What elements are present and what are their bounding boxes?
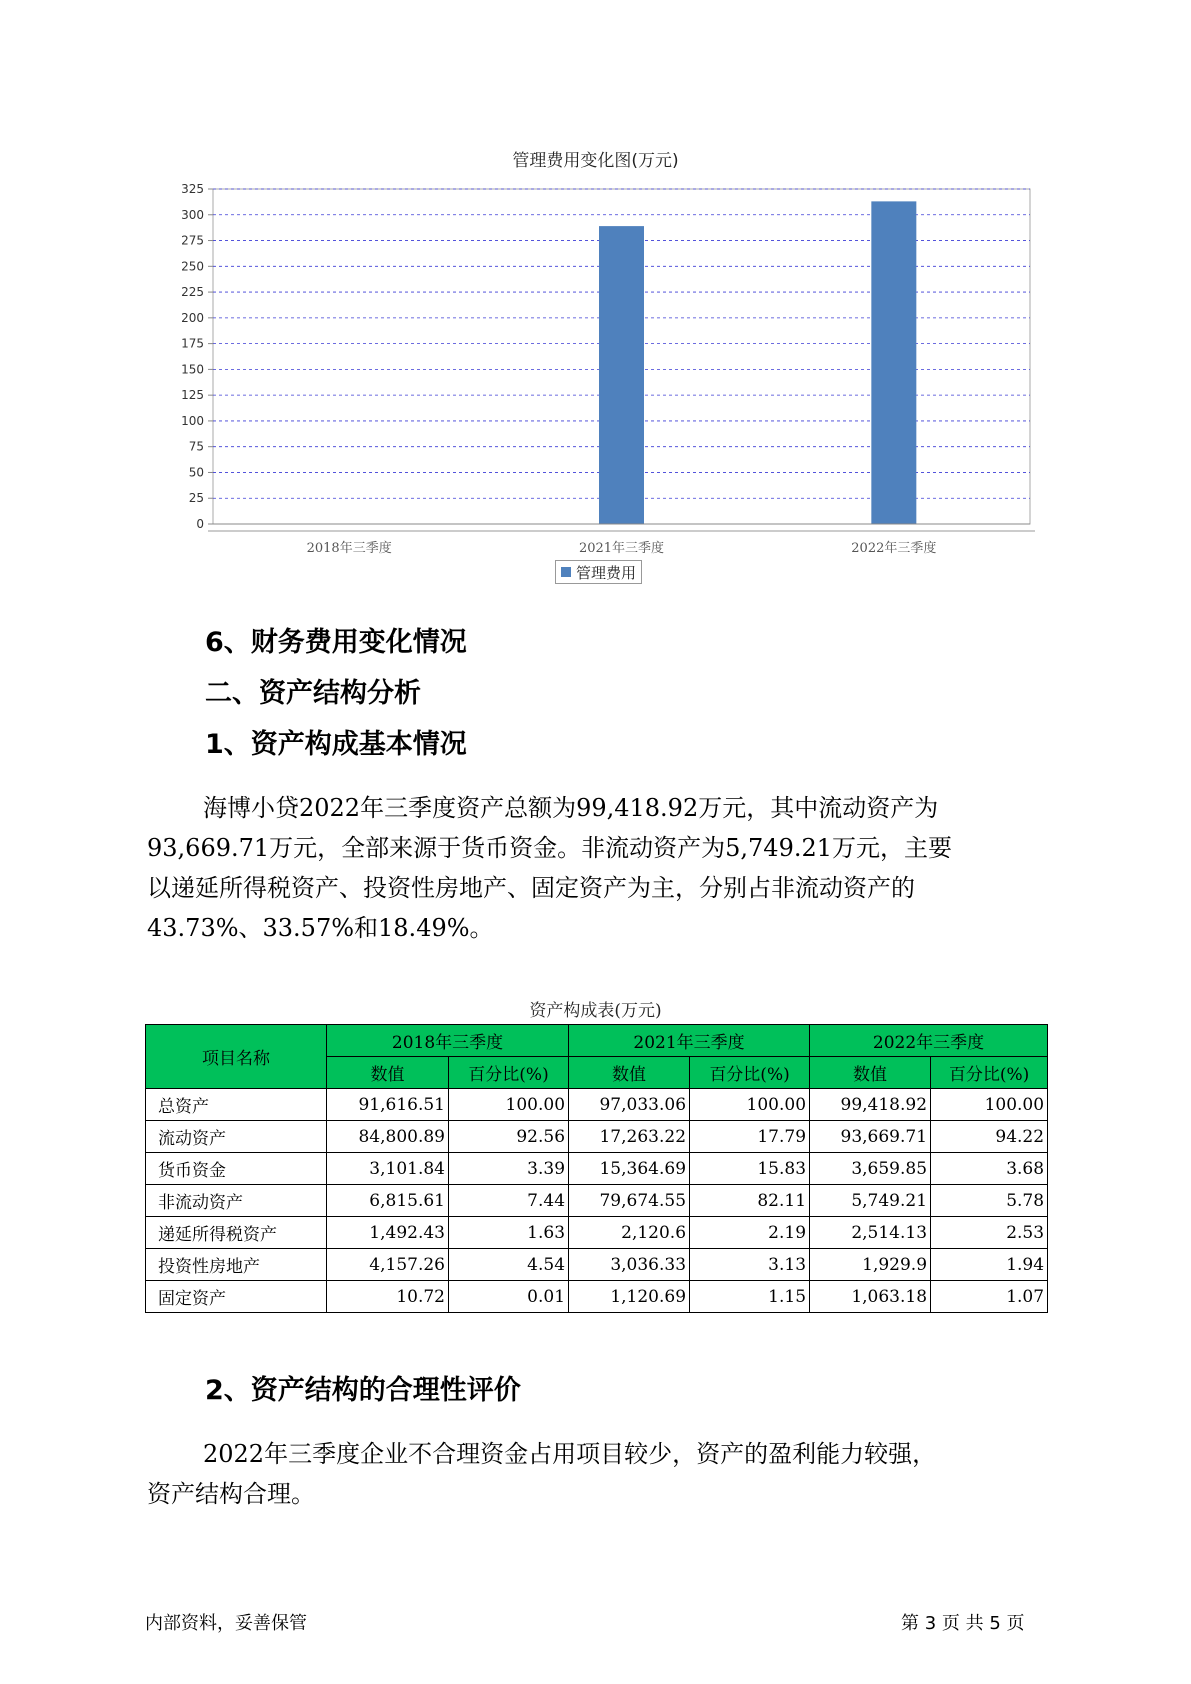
row-label: 货币资金	[146, 1153, 327, 1185]
cell-value: 6,815.61	[327, 1185, 449, 1217]
cell-value: 1,492.43	[327, 1217, 449, 1249]
cell-percent: 1.15	[690, 1281, 810, 1313]
x-tick-label: 2022年三季度	[851, 541, 937, 556]
cell-value: 15,364.69	[569, 1153, 690, 1185]
cell-value: 99,418.92	[810, 1089, 931, 1121]
header-item-name: 项目名称	[146, 1025, 327, 1089]
table-row	[146, 1089, 1048, 1121]
cell-percent: 82.11	[690, 1185, 810, 1217]
heading-asset-structure: 二、资产结构分析	[205, 678, 421, 709]
cell-percent: 5.78	[931, 1185, 1048, 1217]
cell-value: 79,674.55	[569, 1185, 690, 1217]
chart-legend	[555, 560, 642, 584]
cell-value: 2,120.6	[569, 1217, 690, 1249]
cell-value: 97,033.06	[569, 1089, 690, 1121]
chart-x-axis	[208, 524, 1035, 556]
table-row	[146, 1153, 1048, 1185]
paragraph-line: 43.73%、33.57%和18.49%。	[147, 914, 494, 942]
cell-value: 17,263.22	[569, 1121, 690, 1153]
cell-percent: 17.79	[690, 1121, 810, 1153]
y-tick-label: 150	[181, 362, 204, 377]
table-row	[146, 1121, 1048, 1153]
paragraph-line: 2022年三季度企业不合理资金占用项目较少，资产的盈利能力较强，	[203, 1440, 937, 1468]
header-period: 2018年三季度	[327, 1025, 569, 1057]
y-tick-label: 225	[181, 285, 204, 300]
row-label: 非流动资产	[146, 1185, 327, 1217]
cell-value: 3,659.85	[810, 1153, 931, 1185]
cell-percent: 7.44	[449, 1185, 569, 1217]
cell-percent: 92.56	[449, 1121, 569, 1153]
paragraph-asset-evaluation	[147, 1434, 1047, 1514]
cell-percent: 15.83	[690, 1153, 810, 1185]
y-tick-label: 0	[196, 517, 204, 531]
legend-swatch	[561, 567, 571, 577]
header-percent: 百分比(%)	[690, 1057, 810, 1089]
table-title: 资产构成表(万元)	[529, 1001, 662, 1021]
cell-percent: 4.54	[449, 1249, 569, 1281]
heading-finance-expense: 6、财务费用变化情况	[205, 627, 467, 658]
asset-composition-table	[145, 1024, 1048, 1313]
cell-percent: 100.00	[449, 1089, 569, 1121]
paragraph-line: 93,669.71万元，全部来源于货币资金。非流动资产为5,749.21万元，主要	[147, 834, 953, 862]
header-period: 2022年三季度	[810, 1025, 1048, 1057]
cell-value: 1,120.69	[569, 1281, 690, 1313]
cell-percent: 1.63	[449, 1217, 569, 1249]
y-tick-label: 125	[181, 388, 204, 403]
footer-page-number: 第 3 页 共 5 页	[901, 1613, 1025, 1634]
table-row	[146, 1281, 1048, 1313]
cell-value: 3,036.33	[569, 1249, 690, 1281]
cell-value: 4,157.26	[327, 1249, 449, 1281]
cell-percent: 94.22	[931, 1121, 1048, 1153]
cell-value: 93,669.71	[810, 1121, 931, 1153]
cell-percent: 0.01	[449, 1281, 569, 1313]
bar	[871, 201, 916, 524]
cell-percent: 2.53	[931, 1217, 1048, 1249]
y-tick-label: 250	[181, 259, 204, 274]
cell-percent: 1.07	[931, 1281, 1048, 1313]
cell-value: 5,749.21	[810, 1185, 931, 1217]
y-tick-label: 100	[181, 413, 204, 428]
y-tick-label: 175	[181, 336, 204, 351]
cell-value: 2,514.13	[810, 1217, 931, 1249]
chart-y-axis	[181, 182, 213, 531]
paragraph-asset-composition	[147, 788, 1047, 948]
legend-label: 管理费用	[576, 563, 637, 582]
row-label: 固定资产	[146, 1281, 327, 1313]
heading-asset-evaluation: 2、资产结构的合理性评价	[205, 1375, 521, 1406]
cell-percent: 3.39	[449, 1153, 569, 1185]
y-tick-label: 325	[181, 182, 204, 196]
y-tick-label: 50	[188, 465, 204, 480]
table-row	[146, 1249, 1048, 1281]
table-row	[146, 1185, 1048, 1217]
x-tick-label: 2021年三季度	[578, 541, 665, 556]
table-body	[146, 1089, 1048, 1313]
cell-percent: 3.13	[690, 1249, 810, 1281]
cell-value: 1,929.9	[810, 1249, 931, 1281]
cell-value: 3,101.84	[327, 1153, 449, 1185]
chart-title: 管理费用变化图(万元)	[512, 151, 679, 171]
header-value: 数值	[327, 1057, 449, 1089]
y-tick-label: 75	[188, 439, 204, 454]
cell-value: 10.72	[327, 1281, 449, 1313]
table-row	[146, 1217, 1048, 1249]
header-value: 数值	[569, 1057, 690, 1089]
paragraph-line: 海博小贷2022年三季度资产总额为99,418.92万元，其中流动资产为	[203, 794, 939, 822]
cell-value: 91,616.51	[327, 1089, 449, 1121]
cell-percent: 1.94	[931, 1249, 1048, 1281]
header-period: 2021年三季度	[569, 1025, 810, 1057]
footer-confidential: 内部资料，妥善保管	[145, 1613, 307, 1634]
y-tick-label: 200	[181, 310, 204, 325]
cell-percent: 2.19	[690, 1217, 810, 1249]
expense-bar-chart	[0, 0, 1191, 600]
y-tick-label: 275	[181, 233, 204, 248]
paragraph-line: 资产结构合理。	[147, 1480, 315, 1508]
paragraph-line: 以递延所得税资产、投资性房地产、固定资产为主，分别占非流动资产的	[147, 874, 915, 902]
bar	[599, 226, 644, 524]
cell-percent: 100.00	[690, 1089, 810, 1121]
x-tick-label: 2018年三季度	[306, 541, 392, 556]
cell-percent: 3.68	[931, 1153, 1048, 1185]
row-label: 投资性房地产	[146, 1249, 327, 1281]
header-percent: 百分比(%)	[449, 1057, 569, 1089]
row-label: 递延所得税资产	[146, 1217, 327, 1249]
y-tick-label: 300	[181, 207, 204, 222]
header-value: 数值	[810, 1057, 931, 1089]
chart-bars	[599, 201, 916, 524]
heading-asset-composition: 1、资产构成基本情况	[205, 729, 467, 760]
header-percent: 百分比(%)	[931, 1057, 1048, 1089]
cell-value: 84,800.89	[327, 1121, 449, 1153]
cell-value: 1,063.18	[810, 1281, 931, 1313]
row-label: 流动资产	[146, 1121, 327, 1153]
y-tick-label: 25	[188, 491, 204, 506]
row-label: 总资产	[146, 1089, 327, 1121]
cell-percent: 100.00	[931, 1089, 1048, 1121]
